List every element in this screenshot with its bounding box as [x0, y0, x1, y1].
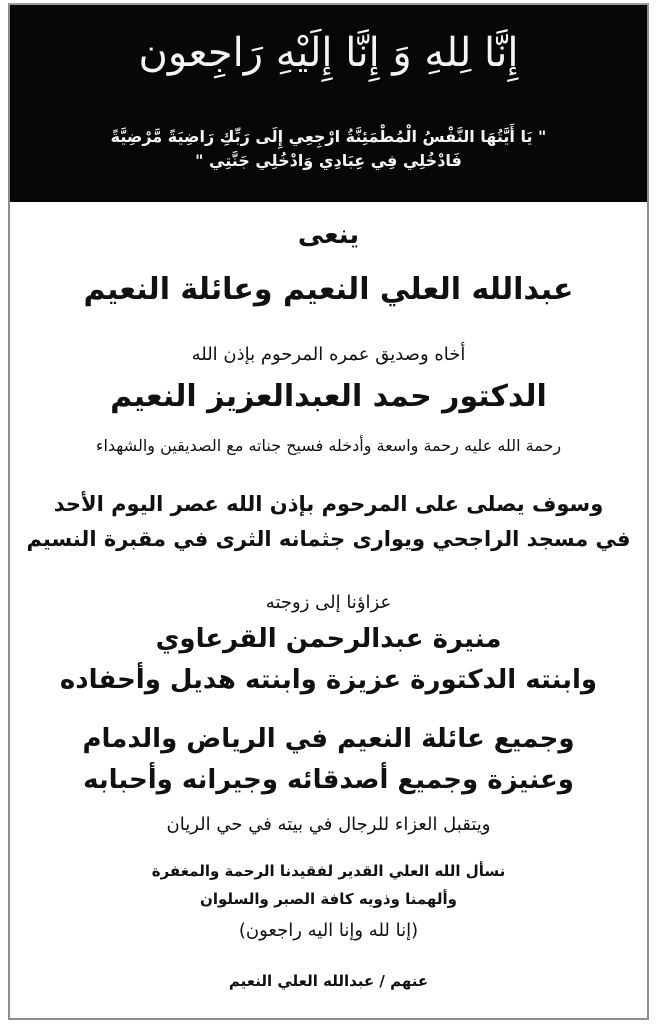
announcer-intro: ينعى: [297, 220, 360, 250]
quran-verse-line-2: فَادْخُلِي فِي عِبَادِي وَادْخُلِي جَنَّتِي ": [195, 151, 462, 170]
condolences-intro: عزاؤنا إلى زوجته: [265, 592, 392, 613]
obituary-frame: [8, 3, 649, 1020]
quran-verse-line-1: " يَا أَيَّتُهَا النَّفْسُ الْمُطْمَئِنَّةُ ارْجِعِي إِلَى رَبِّكِ رَاضِيَةً مَّرْضِيَّةً: [110, 127, 547, 146]
deceased-name: الدكتور حمد العبدالعزيز النعيم: [110, 379, 547, 414]
closing-prayer-line-1: نسأل الله العلي القدير لفقيدنا الرحمة والمغفرة: [151, 862, 506, 880]
funeral-line-1: وسوف يصلى على المرحوم بإذن الله عصر اليوم الأحد: [53, 492, 604, 516]
closing-prayer-line-2: وألهمنا وذويه كافة الصبر والسلوان: [200, 890, 457, 908]
closing-verse: (إنا لله وإنا اليه راجعون): [238, 920, 419, 941]
signature: عنهم / عبدالله العلي النعيم: [228, 972, 429, 990]
funeral-line-2: في مسجد الراجحي ويوارى جثمانه الثرى في مقبرة النسيم: [26, 527, 631, 551]
header-banner: [10, 5, 647, 202]
wife-name: منيرة عبدالرحمن القرعاوي: [155, 624, 502, 654]
header-title: إِنَّا لِلهِ وَ إِنَّا إِلَيْهِ رَاجِعون: [138, 30, 519, 76]
announcer-name: عبدالله العلي النعيم وعائلة النعيم: [83, 272, 574, 307]
family-line-2: وعنيزة وجميع أصدقائه وجيرانه وأحبابه: [83, 765, 574, 795]
prayer-for-deceased: رحمة الله عليه رحمة واسعة وأدخله فسيح جناته مع الصديقين والشهداء: [95, 436, 562, 455]
relation-text: أخاه وصديق عمره المرحوم بإذن الله: [191, 344, 466, 365]
daughters-line: وابنته الدكتورة عزيزة وابنته هديل وأحفاده: [59, 665, 598, 695]
reception-info: ويتقبل العزاء للرجال في بيته في حي الريان: [166, 814, 491, 835]
family-line-1: وجميع عائلة النعيم في الرياض والدمام: [82, 724, 575, 754]
quran-verse: [10, 125, 647, 173]
